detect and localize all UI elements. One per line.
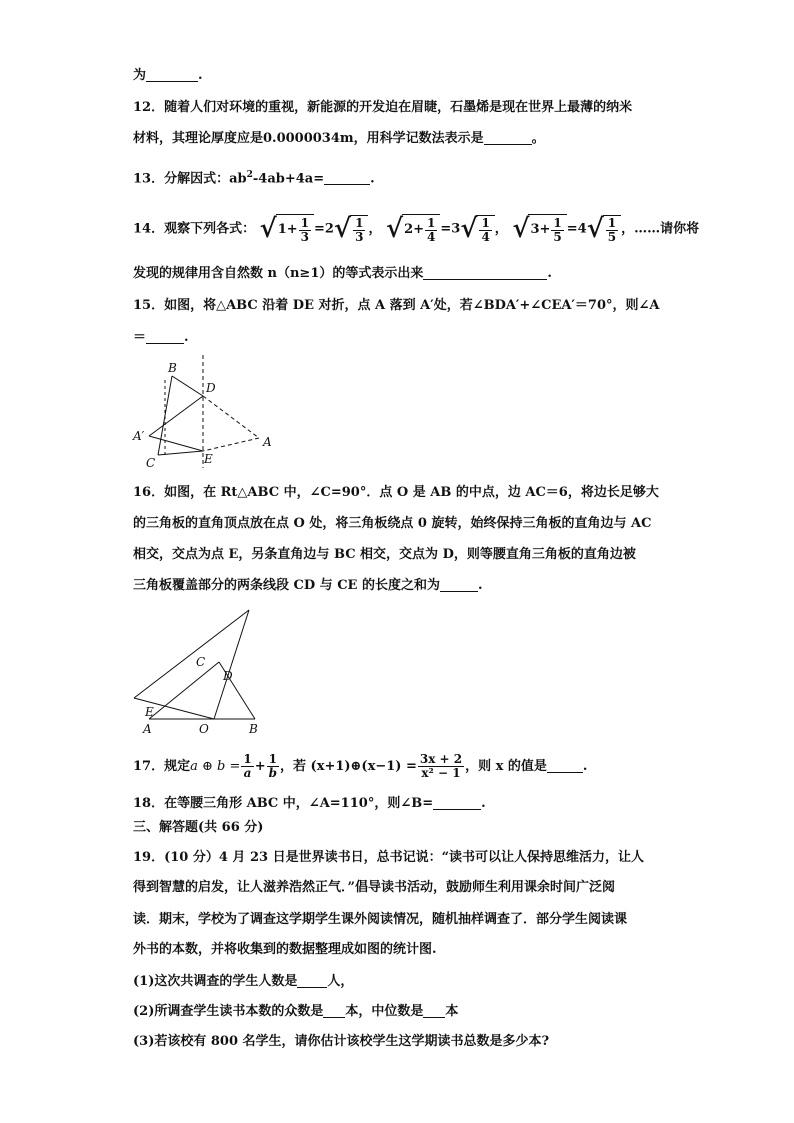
answer-blank [146,329,184,344]
q15-line-2: ＝ . [133,330,189,345]
label-e: E [145,705,154,719]
segment-bd [172,376,203,396]
label-a: A [143,722,152,735]
q16-line-2: 的三角板的直角顶点放在点 O 处，将三角板绕点 0 旋转，始终保持三角板的直角边与 AC [133,516,652,531]
q12-line-2: 材料，其理论厚度应是0.0000034m，用科学记数法表示是 。 [133,131,545,146]
label-b: B [168,361,177,375]
q15-figure [125,350,295,475]
q18: 18．在等腰三角形 ABC 中，∠A=110°，则∠B= . [133,796,486,811]
segment-da1 [149,396,203,436]
q19-line-4: 外书的本数，并将收集到的数据整理成如图的统计图. [133,942,437,957]
answer-blank [423,265,547,280]
answer-blank [323,1003,345,1018]
answer-blank [433,795,481,810]
q16-line-1: 16．如图，在 Rt△ABC 中，∠C=90°．点 O 是 AB 的中点，边 AC＝6，将边长足够大 [133,485,659,500]
q19-part-2: (2)所调查学生读书本数的众数是 本，中位数是 本 [133,1004,459,1019]
answer-blank [297,973,327,988]
answer-blank [324,170,370,185]
label-c: C [196,655,206,669]
q13: 13．分解因式：$ab^2-4ab+4a=$ . [133,170,375,187]
radical-expression-1: √ 1+ $\frac{1}{3}$ [260,214,314,244]
label-a: A [263,435,272,449]
q15-line-1: 15．如图，将△ABC 沿着 DE 对折，点 A 落到 A′处，若∠BDA′+∠CEA′＝70°，则∠A [133,298,660,313]
q19-line-1: 19．(10 分）4 月 23 日是世界读书日，总书记说：“读书可以让人保持思维活力，让人 [133,850,645,865]
answer-blank [547,758,583,773]
answer-blank [484,130,532,145]
label-d: D [223,669,233,683]
q14-line-2: 发现的规律用含自然数 n（n≥1）的等式表示出来 . [133,266,552,281]
triangle-side-2 [214,610,249,719]
label-c: C [146,456,156,470]
previous-question-tail: 为 . [133,68,203,83]
segment-da [203,396,259,438]
q19-line-2: 得到智慧的启发，让人滋养浩然正气．”倡导读书活动，鼓励师生利用课余时间广泛阅 [133,880,615,895]
label-b: B [249,722,258,735]
segment-ac [149,662,219,719]
q16-line-4: 三角板覆盖部分的两条线段 CD 与 CE 的长度之和为 . [133,578,483,593]
q16-figure [125,605,275,735]
q19-part-1: (1)这次共调查的学生人数是 人， [133,974,354,989]
q16-line-3: 相交，交点为点 E，另条直角边与 BC 相交，交点为 D，则等腰直角三角板的直角边被 [133,547,636,562]
section-heading: 三、解答题(共 66 分) [133,820,264,835]
q19-part-3: (3)若该校有 800 名学生，请你估计该校学生这学期读书总数是多少本? [133,1034,550,1049]
label-d: D [206,381,216,395]
radical-expression-3: √ 3+ $\frac{1}{5}$ [512,214,566,244]
label-e: E [204,452,213,466]
label-o: O [199,722,209,735]
q19-line-3: 读．期末，学校为了调查这学期学生课外阅读情况，随机抽样调查了．部分学生阅读课 [133,912,628,927]
label-a-prime: A′ [133,429,145,443]
q12-line-1: 12．随着人们对环境的重视，新能源的开发迫在眉睫，石墨烯是现在世界上最薄的纳米 [133,100,633,115]
radical-expression-2: √ 2+ $\frac{1}{4}$ [386,214,440,244]
segment-a1e [149,436,203,451]
q17: 17．规定a ⊕ b = $\frac{1}{a}$ + $\frac{1}{b}$ ，若 (x+1)⊕(x−1) = $\frac{3x + 2}{\text{x² − 1}}$ ，则 x 的值是 . [133,752,588,780]
answer-blank [146,67,198,82]
q14-line-1: 14．观察下列各式： √ 1+ $\frac{1}{3}$ =2 √ $\frac{1}{3}$ ， √ 2+ $\frac{1}{4}$ =3 √ $\frac{1}{4}$ ， √ 3+ $\frac{1}{5}$ =4 √ $\frac{1}{5}$ ，……请你将 [133,214,700,244]
segment-ae [203,438,259,451]
answer-blank [423,1003,445,1018]
answer-blank [440,577,478,592]
